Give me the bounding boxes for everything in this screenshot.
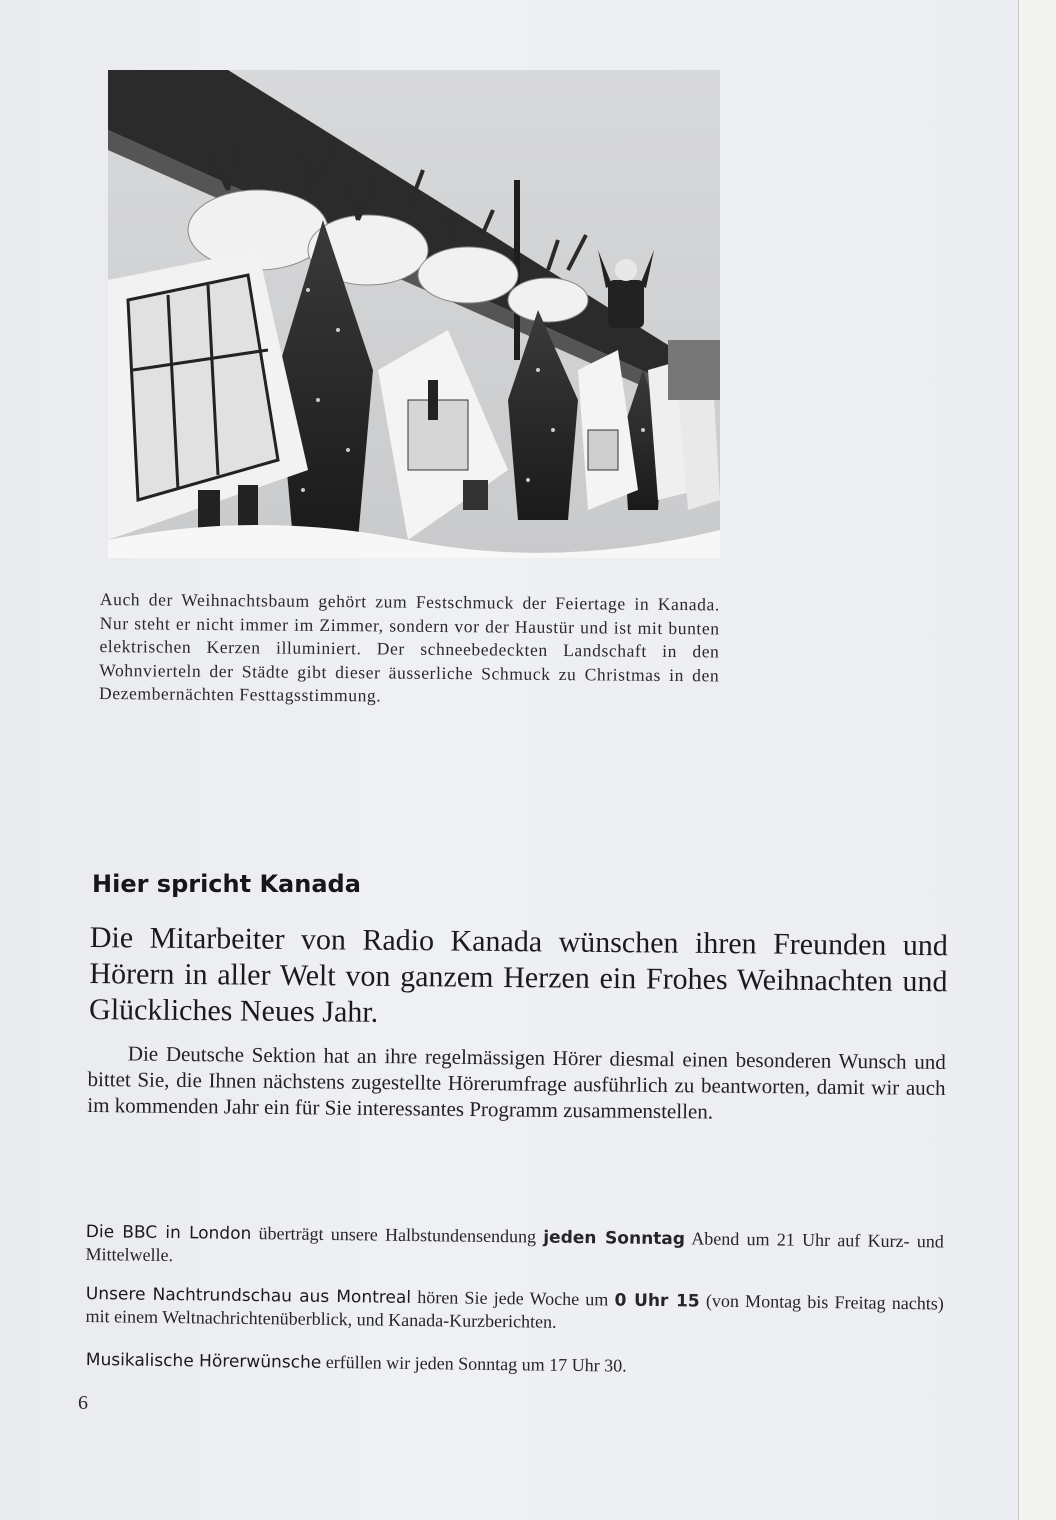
info-nachtrundschau-text: hören Sie jede Woche um bbox=[410, 1286, 615, 1310]
info-hoererwuensche-text: erfüllen wir jeden Sonntag um 17 Uhr 30. bbox=[321, 1351, 627, 1376]
info-hoererwuensche bbox=[86, 1348, 944, 1381]
info-bbc-lead: Die BBC in London bbox=[85, 1221, 252, 1245]
section-heading: Hier spricht Kanada bbox=[92, 870, 361, 898]
page-number: 6 bbox=[78, 1392, 88, 1414]
lead-paragraph: Die Mitarbeiter von Radio Kanada wünschen ihren Freunden und Hörern in aller Welt von ganzem Herzen ein Frohes Weihnachten und Glückliches Neues Jahr. bbox=[88, 920, 948, 1029]
info-hoererwuensche-lead: Musikalische Hörerwünsche bbox=[85, 1349, 322, 1373]
christmas-photo bbox=[108, 70, 720, 558]
info-nachtrundschau-emphasis: 0 Uhr 15 bbox=[614, 1290, 700, 1312]
info-bbc-emphasis: jeden Sonntag bbox=[543, 1227, 686, 1250]
photo-caption: Auch der Weihnachtsbaum gehört zum Festschmuck der Feiertage in Kanada. Nur steht er nicht immer im Zimmer, sondern vor der Haustür und ist mit bunten elektrischen Kerzen illuminiert. Der schneebedeckten Landschaft in den Wohnvierteln der Städte gibt dieser äusserliche Schmuck zu Christmas in den Dezembernächten Festtagsstimmung. bbox=[98, 588, 720, 706]
body-paragraph: Die Deutsche Sektion hat an ihre regelmässigen Hörer diesmal einen besonderen Wunsch und bittet Sie, die Ihnen nächstens zugestellte Hörerumfrage ausführlich zu beantworten, damit wir auch im kommenden Jahr ein für Sie interessantes Programm zusammenstellen. bbox=[87, 1041, 946, 1124]
info-nachtrundschau bbox=[85, 1282, 943, 1337]
adjacent-page-edge bbox=[1018, 0, 1056, 1520]
info-nachtrundschau-text-end: (von Montag bis Freitag nachts) mit einem Weltnachrichtenüberblick, und Kanada-Kurzberichten. bbox=[85, 1290, 944, 1332]
info-bbc bbox=[85, 1220, 943, 1275]
info-bbc-text: überträgt unsere Halbstundensendung bbox=[251, 1223, 544, 1247]
info-bbc-text-end: Abend um 21 Uhr auf Kurz- und Mittelwelle. bbox=[85, 1228, 944, 1266]
info-nachtrundschau-lead: Unsere Nachtrundschau aus Montreal bbox=[85, 1283, 412, 1308]
